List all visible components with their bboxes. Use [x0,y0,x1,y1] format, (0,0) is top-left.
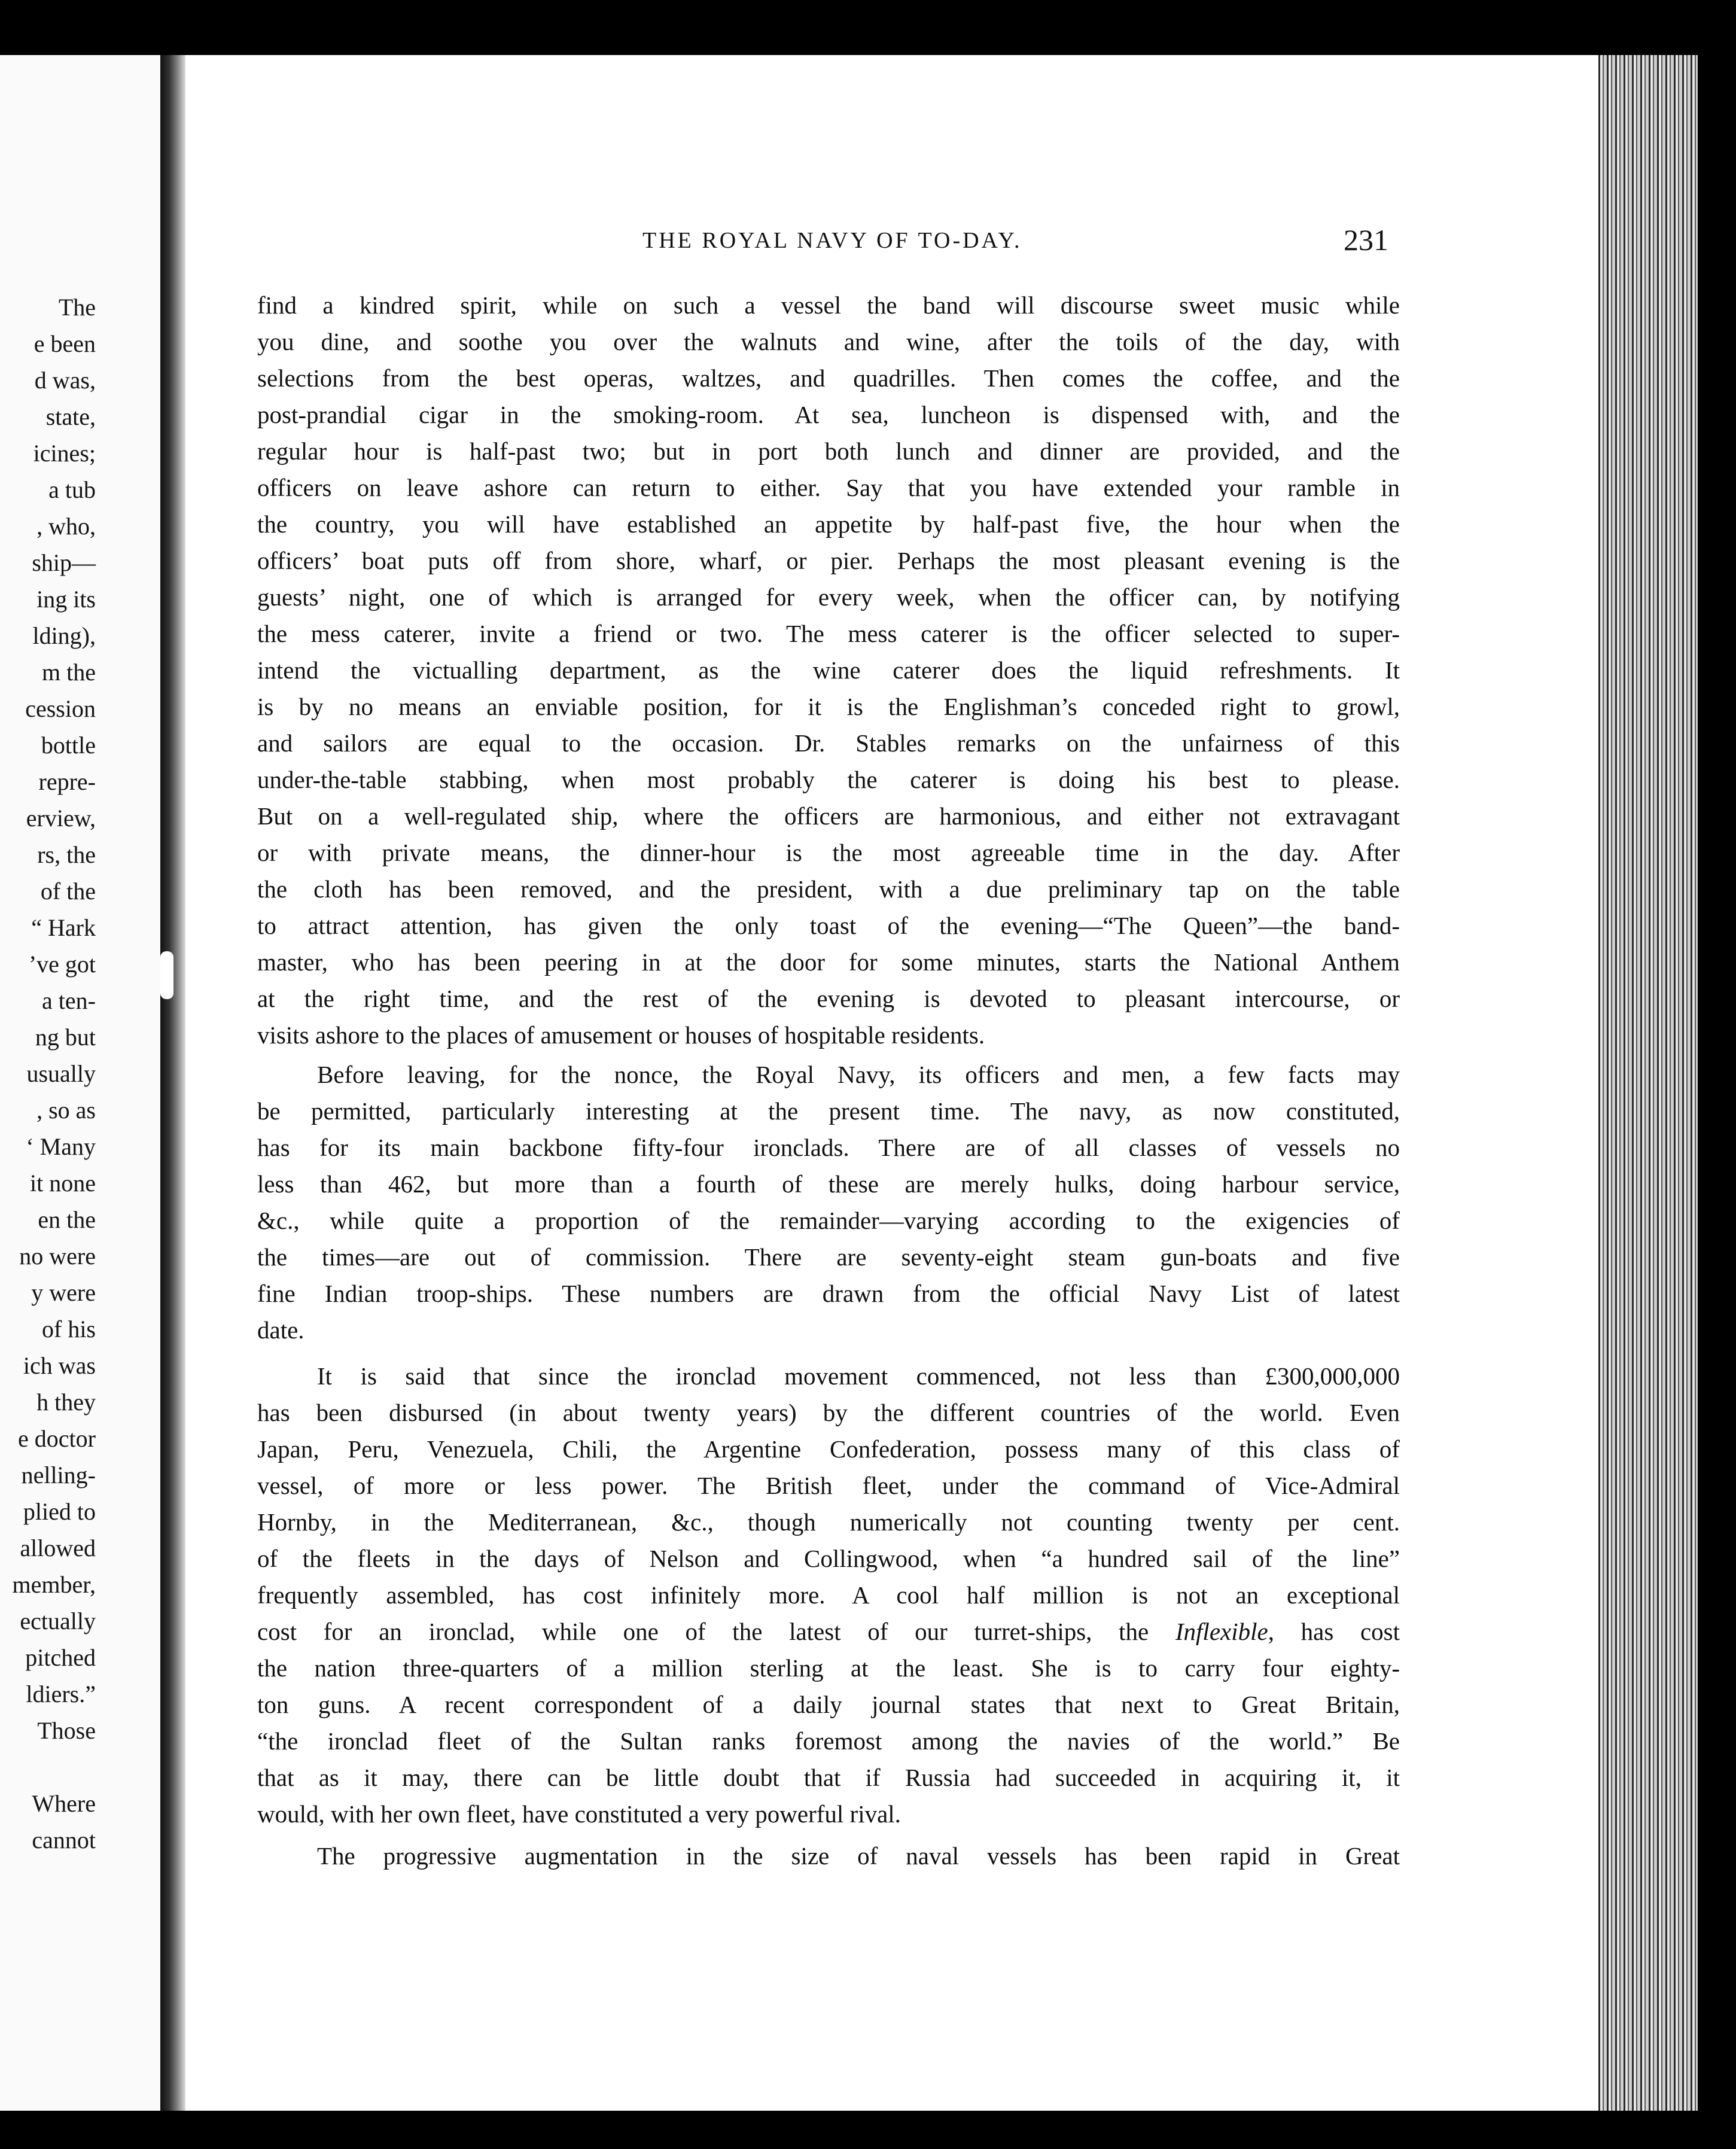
left-page-line-fragment: cannot [32,1827,96,1853]
text-line: that as it may, there can be little doubt that if Russia had succeeded in acquiring it, it [257,1764,1400,1791]
left-page-line-fragment: , so as [36,1097,96,1124]
left-page-line-fragment: it none [30,1170,96,1197]
previous-page-fragment [0,55,166,2111]
text-line: officers’ boat puts off from shore, wharf, or pier. Perhaps the most pleasant evening is the [257,547,1400,574]
ship-name-italic: Inflexible [1175,1618,1268,1645]
text-line: of the fleets in the days of Nelson and Collingwood, when “a hundred sail of the line” [257,1545,1400,1572]
text-line: The progressive augmentation in the size of naval vessels has been rapid in Great [317,1842,1400,1870]
text-line: Before leaving, for the nonce, the Royal Navy, its officers and men, a few facts may [317,1061,1400,1088]
left-page-line-fragment: e doctor [18,1425,96,1452]
text-line: you dine, and soothe you over the walnuts and wine, after the toils of the day, with [257,328,1400,355]
text-line: Japan, Peru, Venezuela, Chili, the Argentine Confederation, possess many of this class of [257,1435,1400,1463]
left-page-line-fragment: , who, [36,513,96,540]
text-line: vessel, of more or less power. The British fleet, under the command of Vice-Admiral [257,1472,1400,1499]
left-page-line-fragment: ing its [36,586,96,613]
text-line: the country, you will have established an appetite by half-past five, the hour when the [257,510,1400,538]
text-line: to attract attention, has given the only toast of the evening—“The Queen”—the band- [257,912,1400,939]
text-line: frequently assembled, has cost infinitely more. A cool half million is not an exceptional [257,1581,1400,1609]
left-page-line-fragment: of his [42,1316,96,1343]
left-page-line-fragment: ich was [23,1352,96,1379]
left-page-line-fragment: h they [36,1389,96,1416]
left-page-line-fragment: lding), [32,622,96,649]
left-page-line-fragment: plied to [23,1498,96,1525]
left-page-line-fragment: en the [38,1206,96,1233]
left-page-line-fragment: d was, [34,367,96,394]
text-line: has for its main backbone fifty-four ironclads. There are of all classes of vessels no [257,1134,1400,1161]
left-page-line-fragment: of the [40,878,96,905]
text-line: “the ironclad fleet of the Sultan ranks foremost among the navies of the world.” Be [257,1727,1400,1755]
text-line: find a kindred spirit, while on such a vessel the band will discourse sweet music while [257,291,1400,319]
text-line: It is said that since the ironclad movement commenced, not less than £300,000,000 [317,1362,1400,1390]
running-title: THE ROYAL NAVY OF TO-DAY. [642,228,1022,253]
book-gutter [160,55,185,2111]
left-page-line-fragment: a tub [48,476,96,503]
left-page-line-fragment: nelling- [21,1462,96,1489]
scan-border-top [0,0,1736,55]
left-page-line-fragment: allowed [20,1535,96,1561]
left-page-line-fragment: Those [37,1717,96,1744]
left-page-line-fragment: ectually [20,1608,96,1634]
text-line: the mess caterer, invite a friend or two. The mess caterer is the officer selected to super- [257,620,1400,647]
left-page-line-fragment: m the [42,659,96,686]
text-line: the cloth has been removed, and the president, with a due preliminary tap on the table [257,875,1400,903]
text-line: Hornby, in the Mediterranean, &c., though numerically not counting twenty per cent. [257,1508,1400,1536]
text-line: ton guns. A recent correspondent of a daily journal states that next to Great Britain, [257,1691,1400,1718]
left-page-line-fragment: member, [12,1571,96,1598]
text-line: visits ashore to the places of amusement or houses of hospitable residents. [257,1021,985,1049]
left-page-line-fragment: repre- [38,768,96,795]
text-line: less than 462, but more than a fourth of these are merely hulks, doing harbour service, [257,1170,1400,1198]
scan-border-right [1698,0,1736,2149]
left-page-line-fragment: erview, [26,805,96,832]
text-segment: , has cost [1268,1618,1400,1645]
text-line: is by no means an enviable position, for it is the Englishman’s conceded right to growl, [257,693,1400,720]
text-line: at the right time, and the rest of the evening is devoted to pleasant intercourse, or [257,985,1400,1012]
left-page-line-fragment: ng but [35,1024,96,1051]
left-page-line-fragment: “ Hark [31,914,96,941]
text-line: fine Indian troop-ships. These numbers are drawn from the official Navy List of latest [257,1280,1400,1307]
text-line: date. [257,1316,304,1344]
left-page-line-fragment: ldiers.” [26,1681,96,1707]
text-line-with-italic [257,1614,1400,1649]
left-page-line-fragment: The [58,294,96,321]
left-page-line-fragment: rs, the [37,841,96,868]
left-page-line-fragment: y were [31,1279,96,1306]
left-page-line-fragment: icines; [33,440,96,467]
scan-border-bottom [0,2111,1736,2149]
text-line: master, who has been peering in at the door for some minutes, starts the National Anthem [257,948,1400,976]
text-line: would, with her own fleet, have constituted a very powerful rival. [257,1800,901,1828]
text-line: has been disbursed (in about twenty years) by the different countries of the world. Even [257,1399,1400,1426]
text-line: the nation three-quarters of a million sterling at the least. She is to carry four eighty- [257,1654,1400,1682]
left-page-line-fragment: a ten- [42,987,96,1014]
left-page-line-fragment: state, [45,403,96,430]
left-page-line-fragment: cession [25,695,96,722]
paper-notch [160,951,173,999]
text-line: post-prandial cigar in the smoking-room. At sea, luncheon is dispensed with, and the [257,401,1400,428]
text-line: or with private means, the dinner-hour is the most agreeable time in the day. After [257,839,1400,866]
text-line: guests’ night, one of which is arranged for every week, when the officer can, by notifying [257,583,1400,611]
left-page-line-fragment: e been [33,330,96,357]
page-edges [1598,55,1698,2111]
text-line: intend the victualling department, as the wine caterer does the liquid refreshments. It [257,656,1400,684]
text-line: regular hour is half-past two; but in port both lunch and dinner are provided, and the [257,437,1400,465]
text-line: &c., while quite a proportion of the remainder—varying according to the exigencies of [257,1207,1400,1234]
left-page-line-fragment: usually [26,1060,96,1087]
left-page-line-fragment: ‘ Many [26,1133,96,1160]
left-page-line-fragment: ship— [32,549,96,576]
left-page-line-fragment: ’ve got [28,951,96,978]
text-line: the times—are out of commission. There are seventy-eight steam gun-boats and five [257,1243,1400,1271]
text-line: But on a well-regulated ship, where the officers are harmonious, and either not extravagant [257,802,1400,830]
text-line: selections from the best operas, waltzes, and quadrilles. Then comes the coffee, and the [257,364,1400,392]
page-number: 231 [1344,223,1388,257]
text-line: officers on leave ashore can return to either. Say that you have extended your ramble in [257,474,1400,501]
left-page-line-fragment: Where [32,1790,96,1817]
page-header [185,223,1603,263]
left-page-line-fragment: no were [19,1243,96,1270]
text-segment: cost for an ironclad, while one of the latest of our turret-ships, the [257,1618,1149,1645]
text-line: be permitted, particularly interesting at the present time. The navy, as now constituted, [257,1097,1400,1125]
text-line: and sailors are equal to the occasion. Dr. Stables remarks on the unfairness of this [257,729,1400,757]
text-line: under-the-table stabbing, when most probably the caterer is doing his best to please. [257,766,1400,793]
left-page-line-fragment: bottle [41,732,96,759]
left-page-line-fragment: pitched [25,1644,96,1671]
